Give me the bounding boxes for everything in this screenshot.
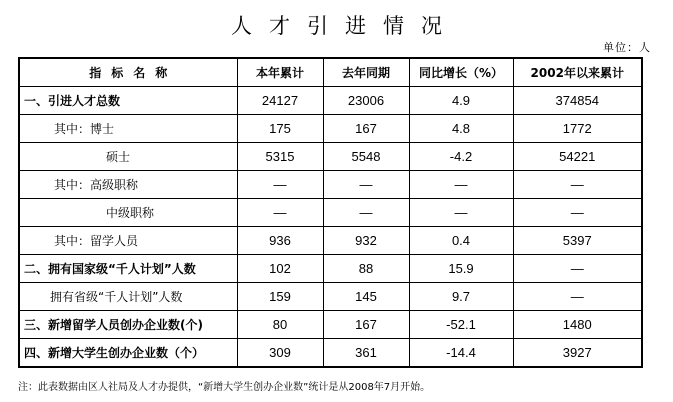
- cell-total-since-2002: —: [513, 199, 642, 227]
- row-label: 其中：高级职称: [19, 171, 237, 199]
- cell-total-since-2002: 5397: [513, 227, 642, 255]
- row-label: 中级职称: [19, 199, 237, 227]
- cell-year-total: —: [237, 199, 323, 227]
- cell-total-since-2002: 54221: [513, 143, 642, 171]
- cell-last-year: 932: [323, 227, 409, 255]
- row-label: 四、新增大学生创办企业数（个）: [19, 339, 237, 368]
- table-row: [19, 115, 642, 143]
- cell-last-year: —: [323, 199, 409, 227]
- cell-last-year: 167: [323, 115, 409, 143]
- row-label: 三、新增留学人员创办企业数(个): [19, 311, 237, 339]
- header-total-since-2002: 2002年以来累计: [513, 58, 642, 87]
- footnote: 注：此表数据由区人社局及人才办提供，“新增大学生创办企业数”统计是从2008年7月开始。: [18, 382, 431, 393]
- table-row: [19, 227, 642, 255]
- cell-year-total: 24127: [237, 87, 323, 115]
- table-row: [19, 199, 642, 227]
- row-label: 硕士: [19, 143, 237, 171]
- cell-yoy-growth: -52.1: [409, 311, 513, 339]
- cell-last-year: 23006: [323, 87, 409, 115]
- cell-year-total: 175: [237, 115, 323, 143]
- row-label: 其中：博士: [19, 115, 237, 143]
- cell-year-total: 80: [237, 311, 323, 339]
- row-label: 二、拥有国家级“千人计划”人数: [19, 255, 237, 283]
- table-row: [19, 255, 642, 283]
- table-row: [19, 283, 642, 311]
- cell-year-total: —: [237, 171, 323, 199]
- cell-last-year: 5548: [323, 143, 409, 171]
- cell-yoy-growth: -4.2: [409, 143, 513, 171]
- cell-total-since-2002: 3927: [513, 339, 642, 368]
- cell-yoy-growth: 0.4: [409, 227, 513, 255]
- table-row: [19, 143, 642, 171]
- cell-year-total: 5315: [237, 143, 323, 171]
- cell-total-since-2002: —: [513, 283, 642, 311]
- cell-yoy-growth: —: [409, 199, 513, 227]
- table-header-row: [19, 58, 642, 87]
- cell-total-since-2002: 1480: [513, 311, 642, 339]
- cell-total-since-2002: —: [513, 171, 642, 199]
- table-row: [19, 311, 642, 339]
- cell-total-since-2002: 374854: [513, 87, 642, 115]
- unit-label: 单位：人: [603, 41, 651, 54]
- header-last-year: 去年同期: [323, 58, 409, 87]
- row-label: 其中：留学人员: [19, 227, 237, 255]
- cell-total-since-2002: —: [513, 255, 642, 283]
- table-row: [19, 87, 642, 115]
- cell-yoy-growth: -14.4: [409, 339, 513, 368]
- cell-year-total: 936: [237, 227, 323, 255]
- table-row: [19, 171, 642, 199]
- cell-last-year: 361: [323, 339, 409, 368]
- cell-last-year: 88: [323, 255, 409, 283]
- cell-last-year: 145: [323, 283, 409, 311]
- cell-year-total: 159: [237, 283, 323, 311]
- cell-yoy-growth: 4.9: [409, 87, 513, 115]
- cell-yoy-growth: 9.7: [409, 283, 513, 311]
- header-year-total: 本年累计: [237, 58, 323, 87]
- cell-yoy-growth: 15.9: [409, 255, 513, 283]
- cell-yoy-growth: 4.8: [409, 115, 513, 143]
- cell-last-year: —: [323, 171, 409, 199]
- row-label: 拥有省级“千人计划”人数: [19, 283, 237, 311]
- cell-year-total: 309: [237, 339, 323, 368]
- cell-last-year: 167: [323, 311, 409, 339]
- header-indicator-name: 指标名称: [19, 58, 237, 87]
- row-label: 一、引进人才总数: [19, 87, 237, 115]
- cell-total-since-2002: 1772: [513, 115, 642, 143]
- header-yoy-growth: 同比增长（%）: [409, 58, 513, 87]
- table-row: [19, 339, 642, 368]
- page-title: 人才引进情况: [231, 14, 459, 38]
- talent-stats-table: [18, 57, 643, 368]
- cell-yoy-growth: —: [409, 171, 513, 199]
- cell-year-total: 102: [237, 255, 323, 283]
